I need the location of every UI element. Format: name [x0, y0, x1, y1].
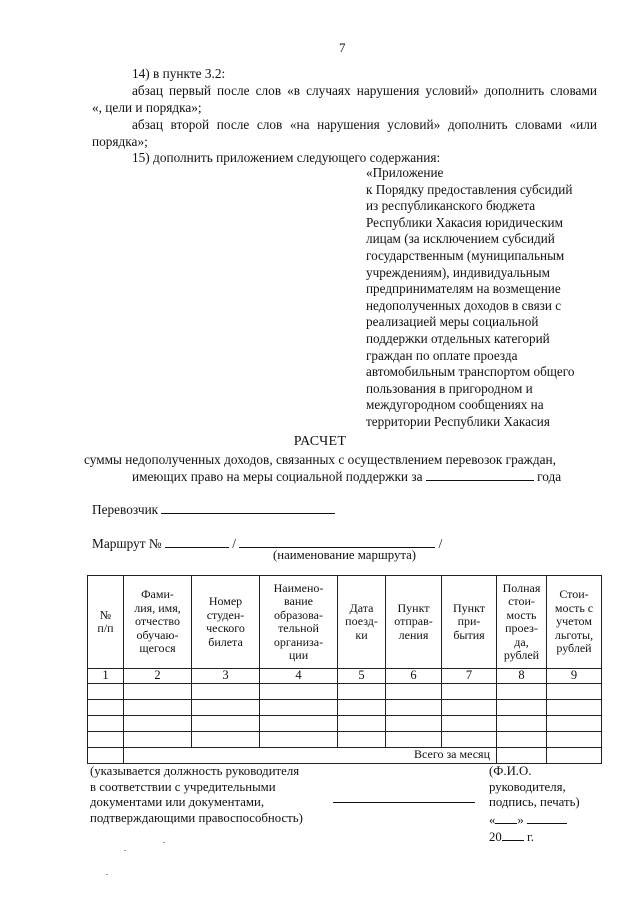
header-cell: Номер студен- ческого билета	[192, 576, 260, 669]
table-cell[interactable]	[547, 683, 602, 699]
total-discount-cost-cell[interactable]	[547, 747, 602, 763]
table-cell[interactable]	[386, 715, 442, 731]
table-cell[interactable]	[386, 683, 442, 699]
header-cell: Стои- мость с учетом льготы, рублей	[547, 576, 602, 669]
column-number: 4	[260, 669, 338, 684]
table-cell[interactable]	[192, 715, 260, 731]
scan-speck	[106, 874, 108, 875]
table-row	[88, 683, 602, 699]
table-row	[88, 731, 602, 747]
table-cell[interactable]	[124, 731, 192, 747]
appendix-line: недополученных доходов в связи с	[366, 297, 562, 313]
route-caption: (наименование маршрута)	[273, 548, 417, 562]
appendix-line: поддержки отдельных категорий	[366, 330, 550, 346]
appendix-line: граждан по оплате проезда	[366, 347, 518, 363]
appendix-line: учреждениям), индивидуальным	[366, 264, 550, 280]
table-cell[interactable]	[338, 731, 386, 747]
table-cell[interactable]	[88, 715, 124, 731]
form-subtitle-line1: суммы недополученных доходов, связанных с осуществлением перевозок граждан,	[84, 452, 556, 467]
date-quote-open: «	[489, 812, 496, 827]
header-cell: № п/п	[88, 576, 124, 669]
signature-line[interactable]	[333, 801, 475, 803]
amendment-p1-line1: абзац первый после слов «в случаях нарушения условий» дополнить словами	[132, 83, 597, 98]
appendix-line: лицам (за исключением субсидий	[366, 231, 555, 247]
header-cell: Полная стои- мость проез- да, рублей	[497, 576, 547, 669]
carrier-field[interactable]	[161, 501, 335, 514]
amendment-p2-line1: абзац второй после слов «на нарушения условий» дополнить словами «или	[132, 117, 597, 132]
header-cell: Фами- лия, имя, отчество обучаю- щегося	[124, 576, 192, 669]
route-separator: /	[232, 536, 236, 551]
total-full-cost-cell[interactable]	[497, 747, 547, 763]
table-cell[interactable]	[497, 715, 547, 731]
table-cell[interactable]	[88, 731, 124, 747]
footer-right-line: руководителя,	[489, 779, 566, 794]
column-number: 9	[547, 669, 602, 684]
header-cell: Пункт при- бытия	[442, 576, 497, 669]
header-cell: Дата поезд- ки	[338, 576, 386, 669]
table-cell[interactable]	[497, 683, 547, 699]
table-cell[interactable]	[442, 683, 497, 699]
table-cell[interactable]	[547, 731, 602, 747]
appendix-line: реализацией меры социальной	[366, 314, 539, 330]
date-month-field[interactable]	[527, 811, 567, 824]
year-prefix: 20	[489, 830, 502, 845]
table-cell[interactable]	[497, 731, 547, 747]
table-total-row	[88, 747, 602, 763]
date-day-month	[489, 811, 580, 829]
appendix-line: Республики Хакасия юридическим	[366, 214, 563, 230]
table-cell[interactable]	[338, 699, 386, 715]
appendix-line: междугородном сообщениях на	[366, 397, 544, 413]
date-day-field[interactable]	[495, 811, 517, 824]
appendix-line: из республиканского бюджета	[366, 198, 536, 214]
date-quote-close: »	[517, 812, 524, 827]
route-separator: /	[438, 536, 443, 551]
column-number: 3	[192, 669, 260, 684]
table-cell[interactable]	[497, 699, 547, 715]
header-cell: Пункт отправ- ления	[386, 576, 442, 669]
appendix-line: государственным (муниципальным	[366, 247, 565, 263]
route-label: Маршрут №	[92, 536, 162, 551]
year-suffix: г.	[527, 830, 535, 845]
table-cell[interactable]	[260, 715, 338, 731]
table-cell[interactable]	[124, 683, 192, 699]
form-subtitle-line2	[132, 468, 561, 485]
scan-speck	[163, 842, 165, 843]
page-number: 7	[339, 40, 346, 55]
footer-signature-note	[489, 764, 580, 846]
table-cell[interactable]	[442, 699, 497, 715]
date-year	[489, 828, 580, 846]
table-cell[interactable]	[386, 731, 442, 747]
appendix-line: к Порядку предоставления субсидий	[366, 181, 573, 197]
footer-right-line: (Ф.И.О.	[489, 764, 532, 778]
column-number: 5	[338, 669, 386, 684]
carrier-row	[92, 501, 335, 518]
footer-left-line: в соответствии с учредительными	[90, 779, 276, 794]
footer-position-note	[90, 764, 303, 826]
footer-right-line: подпись, печать)	[489, 795, 580, 810]
subtitle-text: имеющих право на меры социальной поддержки за	[132, 469, 423, 484]
table-cell[interactable]	[124, 715, 192, 731]
table-cell[interactable]	[192, 683, 260, 699]
table-cell[interactable]	[442, 715, 497, 731]
table-cell[interactable]	[338, 683, 386, 699]
appendix-line: пользования в пригородном и	[366, 380, 533, 396]
table-cell[interactable]	[442, 731, 497, 747]
column-number: 2	[124, 669, 192, 684]
table-cell[interactable]	[260, 699, 338, 715]
appendix-line: автомобильным транспортом общего	[366, 364, 575, 380]
form-title: РАСЧЕТ	[293, 434, 347, 449]
table-cell[interactable]	[124, 699, 192, 715]
scan-speck	[124, 850, 126, 851]
table-cell[interactable]	[192, 731, 260, 747]
column-number: 7	[442, 669, 497, 684]
column-number-row	[88, 669, 602, 684]
header-cell: Наимено- вание образова- тельной организа- ции	[260, 576, 338, 669]
table-cell[interactable]	[88, 699, 124, 715]
carrier-label: Перевозчик	[92, 502, 159, 517]
table-cell[interactable]	[260, 683, 338, 699]
amendment-item-15: 15) дополнить приложением следующего содержания:	[132, 150, 441, 165]
date-year-field[interactable]	[502, 828, 524, 841]
appendix-line: предпринимателям на возмещение	[366, 281, 561, 297]
table-header-row	[88, 576, 602, 669]
column-number: 1	[88, 669, 124, 684]
table-cell	[88, 747, 124, 763]
period-field[interactable]	[426, 468, 534, 481]
column-number: 6	[386, 669, 442, 684]
subtitle-year-word: года	[537, 469, 562, 484]
amendment-p1-line2: «, цели и порядка»;	[92, 100, 202, 115]
appendix-caption	[366, 165, 596, 431]
footer-left-line: документами или документами,	[90, 795, 265, 810]
appendix-line: «Приложение	[366, 165, 444, 180]
table-row	[88, 699, 602, 715]
table-cell[interactable]	[547, 699, 602, 715]
column-number: 8	[497, 669, 547, 684]
table-cell[interactable]	[88, 683, 124, 699]
footer-left-line: подтверждающими правоспособность)	[90, 810, 303, 825]
table-row	[88, 715, 602, 731]
table-cell[interactable]	[260, 731, 338, 747]
footer-left-line: (указывается должность руководителя	[90, 764, 300, 778]
amendment-p2-line2: порядка»;	[92, 134, 148, 149]
appendix-line: территории Республики Хакасия	[366, 413, 550, 429]
table-cell[interactable]	[547, 715, 602, 731]
table-cell[interactable]	[192, 699, 260, 715]
table-cell[interactable]	[338, 715, 386, 731]
table-cell[interactable]	[386, 699, 442, 715]
calculation-table	[87, 575, 602, 764]
route-number-field[interactable]	[165, 535, 229, 548]
total-label: Всего за месяц	[124, 747, 497, 763]
amendment-item-14: 14) в пункте 3.2:	[132, 66, 226, 81]
